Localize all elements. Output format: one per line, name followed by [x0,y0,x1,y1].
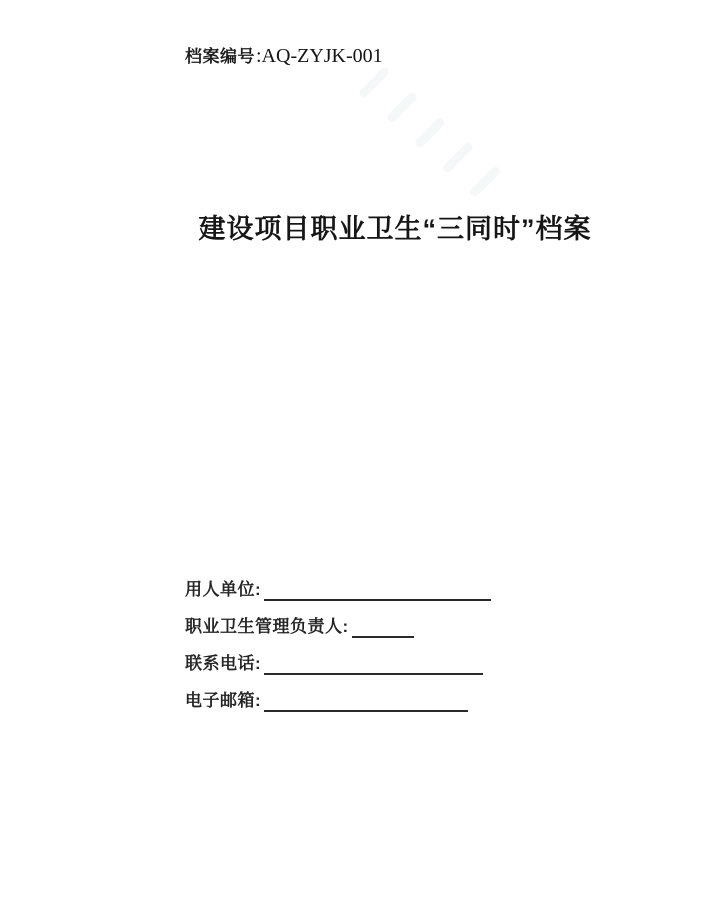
archive-number [185,42,383,68]
fill-in-line-health-manager [352,617,414,638]
field-row-health-manager [185,616,491,638]
fill-in-line-employer [264,580,491,601]
scan-artifact-streak [441,141,474,174]
field-row-employer [185,579,491,601]
scan-artifact-streak [357,66,390,99]
field-label-health-manager: 职业卫生管理负责人: [185,617,349,636]
field-row-phone [185,653,491,675]
field-label-email: 电子邮箱: [185,691,262,710]
field-row-email [185,690,491,712]
field-label-employer: 用人单位: [185,580,262,599]
document-title: 建设项目职业卫生“三同时”档案 [198,214,592,244]
archive-number-value: :AQ-ZYJK-001 [256,45,383,67]
fill-in-line-email [264,691,468,712]
fill-in-line-phone [264,654,483,675]
fill-in-fields [185,579,491,727]
scan-artifact-streak [385,91,418,124]
archive-number-label: 档案编号 [185,47,255,66]
scan-artifact-streak [413,116,446,149]
scan-artifact-streak [468,165,501,198]
field-label-phone: 联系电话: [185,654,262,673]
